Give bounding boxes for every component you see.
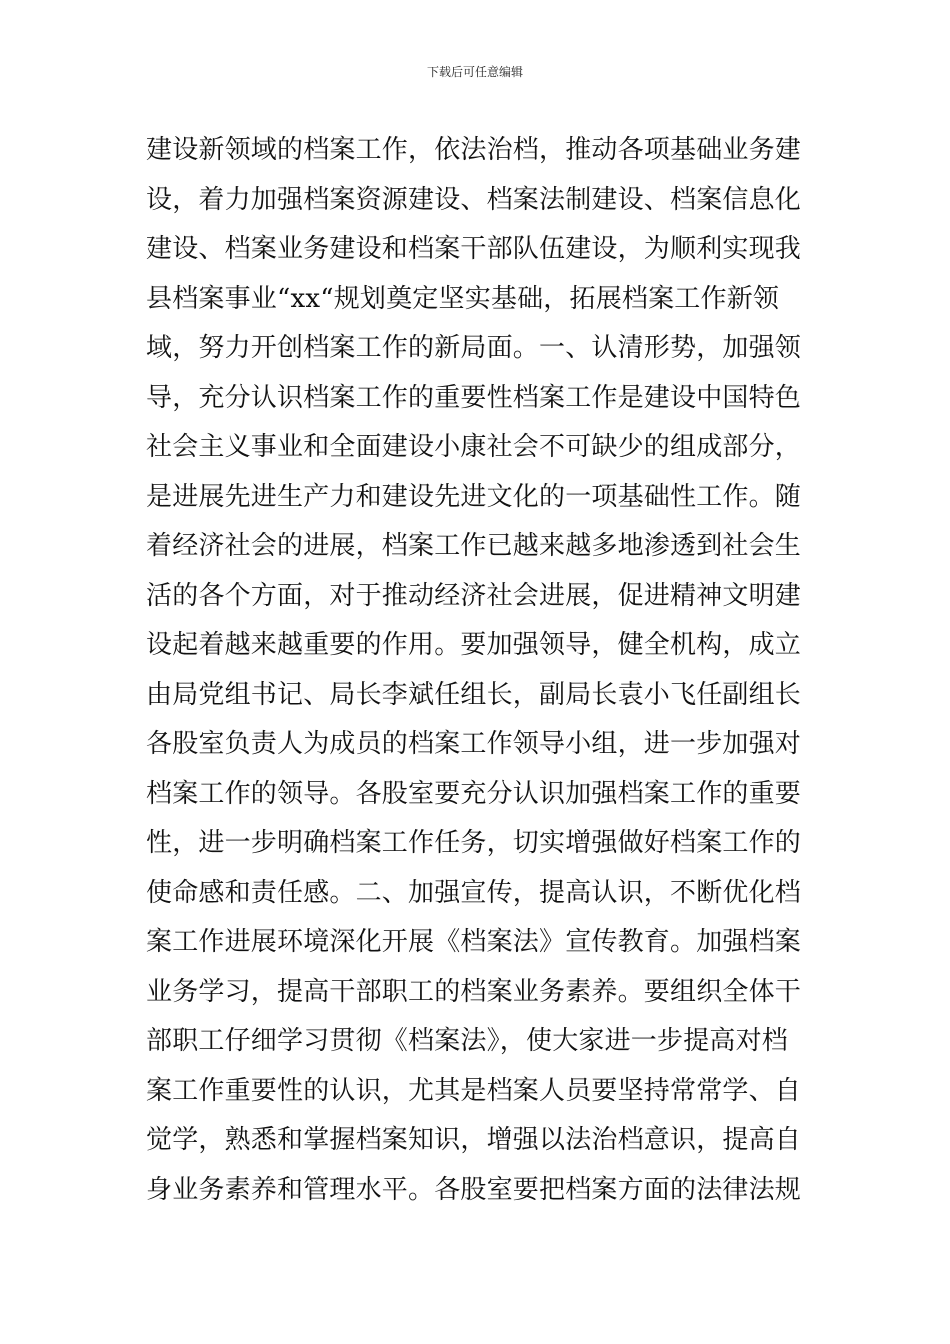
- body-line: 部职工仔细学习贯彻《档案法》，使大家进一步提高对档: [146, 1026, 789, 1056]
- body-line: 设起着越来越重要的作用。要加强领导，健全机构，成立: [146, 630, 802, 660]
- body-line: 案工作重要性的认识，尤其是档案人员要坚持常常学、自: [146, 1075, 802, 1106]
- body-line: 社会主义事业和全面建设小康社会不可缺少的组成部分，: [146, 432, 802, 462]
- body-line: 使命感和责任感。二、加强宣传，提高认识，不断优化档: [146, 877, 802, 908]
- document-body: [146, 126, 806, 1215]
- body-line: 活的各个方面，对于推动经济社会进展，促进精神文明建: [146, 580, 802, 611]
- body-line: 觉学，熟悉和掌握档案知识，增强以法治档意识，提高自: [146, 1125, 802, 1155]
- body-line: 档案工作的领导。各股室要充分认识加强档案工作的重要: [146, 778, 802, 809]
- body-line: 身业务素养和管理水平。各股室要把档案方面的法律法规: [146, 1174, 802, 1205]
- body-line: 各股室负责人为成员的档案工作领导小组，进一步加强对: [146, 729, 802, 759]
- body-line: 由局党组书记、局长李斌任组长，副局长袁小飞任副组长: [146, 679, 802, 710]
- body-line: 设，着力加强档案资源建设、档案法制建设、档案信息化: [146, 184, 802, 215]
- body-line: 案工作进展环境深化开展《档案法》宣传教育。加强档案: [146, 927, 802, 957]
- body-line: 业务学习，提高干部职工的档案业务素养。要组织全体干: [146, 976, 802, 1007]
- body-line: 建设新领域的档案工作，依法治档，推动各项基础业务建: [146, 135, 802, 165]
- body-line: 建设、档案业务建设和档案干部队伍建设，为顺利实现我: [146, 234, 802, 264]
- body-line: 是进展先进生产力和建设先进文化的一项基础性工作。随: [146, 481, 802, 512]
- body-line: 导，充分认识档案工作的重要性档案工作是建设中国特色: [146, 382, 802, 413]
- body-line: 着经济社会的进展，档案工作已越来越多地渗透到社会生: [146, 531, 802, 561]
- body-line: 域，努力开创档案工作的新局面。一、认清形势，加强领: [146, 333, 802, 363]
- page-header: 下载后可任意编辑: [426, 65, 523, 79]
- body-line: 县档案事业“xx“规划奠定坚实基础，拓展档案工作新领: [146, 283, 780, 314]
- body-line: 性，进一步明确档案工作任务，切实增强做好档案工作的: [146, 828, 802, 858]
